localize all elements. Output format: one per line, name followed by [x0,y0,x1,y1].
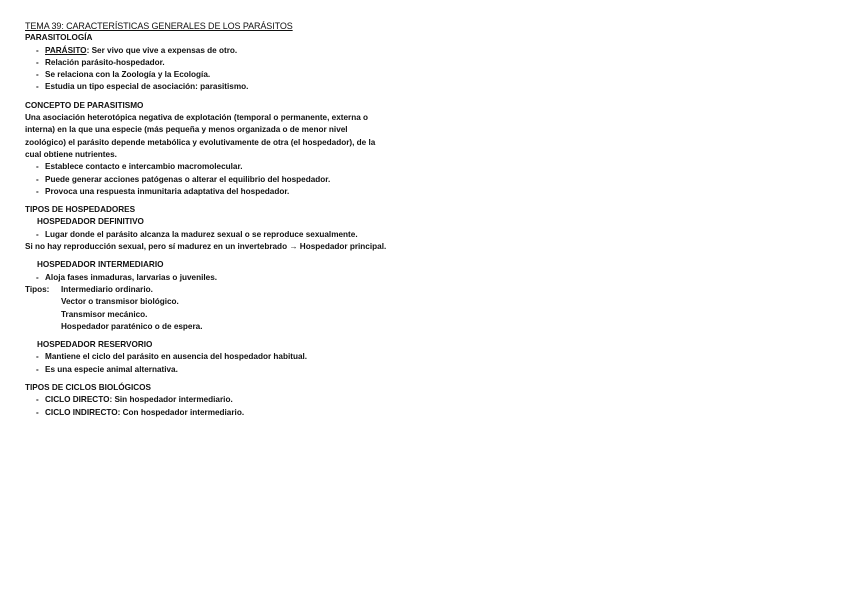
list-item: - CICLO DIRECTO: Sin hospedador intermediario. [36,394,425,406]
list-item: Vector o transmisor biológico. [61,297,179,307]
list-item: - Establece contacto e intercambio macromolecular. [36,161,425,173]
list-item: Intermediario ordinario. [61,284,153,294]
list-item: - Estudia un tipo especial de asociación: parasitismo. [36,81,425,93]
subheading-definitivo: HOSPEDADOR DEFINITIVO [37,217,144,227]
list-item: - Provoca una respuesta inmunitaria adaptativa del hospedador. [36,186,425,198]
definitivo-list [25,229,425,241]
subheading-reservorio: HOSPEDADOR RESERVORIO [37,340,153,350]
subheading-intermediario: HOSPEDADOR INTERMEDIARIO [37,260,164,270]
list-item: - Puede generar acciones patógenas o alterar el equilibrio del hospedador. [36,174,425,186]
section-heading-parasitologia: PARASITOLOGÍA [25,33,93,43]
list-item: - Aloja fases inmaduras, larvarias o juveniles. [36,272,425,284]
list-item: Hospedador paraténico o de espera. [61,321,203,331]
section-heading-ciclos: TIPOS DE CICLOS BIOLÓGICOS [25,383,152,393]
term-parasito: PARÁSITO [45,45,87,55]
document-page [25,20,425,419]
definitivo-note: Si no hay reproducción sexual, pero sí madurez en un invertebrado → Hospedador principal. [25,242,387,252]
tipos-block [25,284,425,333]
ciclos-list [25,394,425,419]
intermediario-list [25,272,425,284]
paragraph-line: Una asociación heterotópica negativa de explotación (temporal o permanente, externa o [25,113,369,123]
reservorio-list [25,351,425,376]
list-item: Transmisor mecánico. [61,309,148,319]
concepto-paragraph [25,112,425,161]
list-item: - Lugar donde el parásito alcanza la madurez sexual o se reproduce sexualmente. [36,229,425,241]
section-heading-tipos-hospedadores: TIPOS DE HOSPEDADORES [25,205,136,215]
tipos-label: Tipos: [25,284,50,294]
list-item: - Relación parásito-hospedador. [36,57,425,69]
list-item [36,45,425,57]
term-definition: : Ser vivo que vive a expensas de otro. [86,45,238,55]
concepto-list [25,161,425,198]
tipos-list [61,284,203,333]
parasitologia-list [25,45,425,94]
list-item: - CICLO INDIRECTO: Con hospedador intermediario. [36,407,425,419]
paragraph-line: interna) en la que una especie (más pequeña y menos organizada o de menor nivel [25,125,348,135]
list-item: - Mantiene el ciclo del parásito en ausencia del hospedador habitual. [36,351,425,363]
document-title: TEMA 39: CARACTERÍSTICAS GENERALES DE LOS PARÁSITOS [25,21,293,31]
list-item: - Se relaciona con la Zoología y la Ecología. [36,69,425,81]
paragraph-line: cual obtiene nutrientes. [25,149,117,159]
paragraph-line: zoológico) el parásito depende metabólica y evolutivamente de otra (el hospedador), de la [25,137,376,147]
list-item: - Es una especie animal alternativa. [36,364,425,376]
section-heading-concepto: CONCEPTO DE PARASITISMO [25,100,144,110]
